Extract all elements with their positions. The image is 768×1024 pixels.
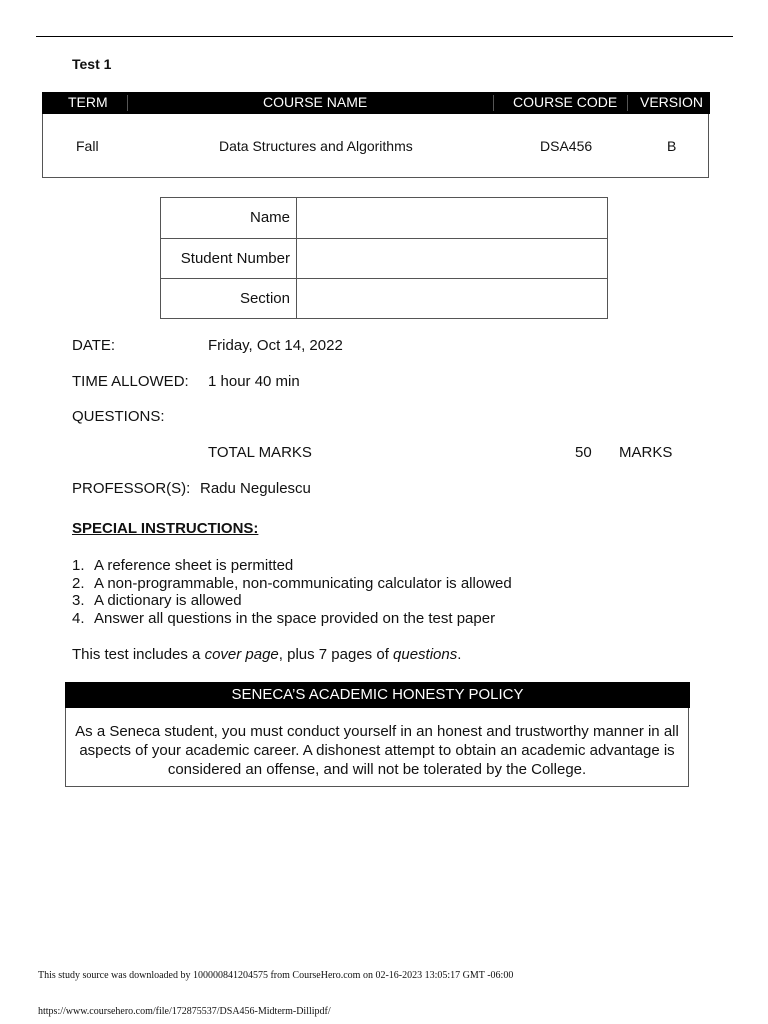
- policy-text: As a Seneca student, you must conduct yourself in an honest and trustworthy manner in all aspects of your academic career. A dishonest attempt to obtain an academic advantage is considered an offense, and will not be tolerated by the College.: [75, 723, 679, 778]
- professor-value: Radu Negulescu: [200, 480, 311, 497]
- header-course-name: COURSE NAME: [263, 94, 368, 110]
- date-label: DATE:: [72, 337, 116, 354]
- includes-note: This test includes a cover page, plus 7 pages of questions.: [72, 646, 462, 663]
- term-value: Fall: [76, 138, 99, 154]
- marks-unit: MARKS: [619, 444, 673, 461]
- test-title: Test 1: [72, 56, 112, 72]
- download-note: This study source was downloaded by 100000841204575 from CourseHero.com on 02-16-2023 13:05:17 GMT -06:00: [38, 970, 514, 981]
- course-code-value: DSA456: [540, 138, 593, 154]
- policy-heading: SENECA’S ACADEMIC HONESTY POLICY: [65, 682, 690, 708]
- list-item: 4. Answer all questions in the space provided on the test paper: [72, 609, 496, 627]
- student-info-table: [160, 197, 608, 319]
- header-course-code: COURSE CODE: [513, 94, 618, 110]
- total-marks-label: TOTAL MARKS: [208, 444, 312, 461]
- section-field[interactable]: [296, 279, 608, 319]
- list-item: 1. A reference sheet is permitted: [72, 557, 294, 574]
- professor-label: PROFESSOR(S):: [72, 480, 191, 497]
- time-allowed-value: 1 hour 40 min: [208, 373, 300, 390]
- questions-label: QUESTIONS:: [72, 408, 165, 425]
- instructions-list: [72, 557, 512, 627]
- student-number-row: [161, 238, 607, 279]
- source-url[interactable]: https://www.coursehero.com/file/172875537/DSA456-Midterm-Dillipdf/: [38, 1006, 331, 1017]
- list-item: 2. A non-programmable, non-communicating calculator is allowed: [72, 574, 512, 592]
- name-label: Name: [249, 209, 290, 226]
- time-allowed-label: TIME ALLOWED:: [72, 373, 189, 390]
- list-item: 3. A dictionary is allowed: [72, 592, 242, 609]
- course-table-header: [42, 92, 710, 114]
- name-field[interactable]: [296, 198, 608, 238]
- honesty-policy-box: [65, 682, 689, 787]
- version-value: B: [667, 138, 677, 154]
- date-value: Friday, Oct 14, 2022: [208, 337, 343, 354]
- total-marks-value: 50: [575, 444, 592, 461]
- name-row: [161, 198, 607, 238]
- student-number-field[interactable]: [296, 239, 608, 279]
- header-term: TERM: [68, 94, 108, 110]
- student-number-label: Student Number: [180, 250, 290, 267]
- special-instructions-heading: SPECIAL INSTRUCTIONS:: [72, 520, 259, 537]
- section-label: Section: [239, 290, 290, 307]
- top-rule: [36, 36, 733, 37]
- course-info-table: [42, 92, 709, 178]
- header-version: VERSION: [640, 94, 704, 110]
- course-name-value: Data Structures and Algorithms: [219, 138, 413, 154]
- section-row: [161, 278, 607, 319]
